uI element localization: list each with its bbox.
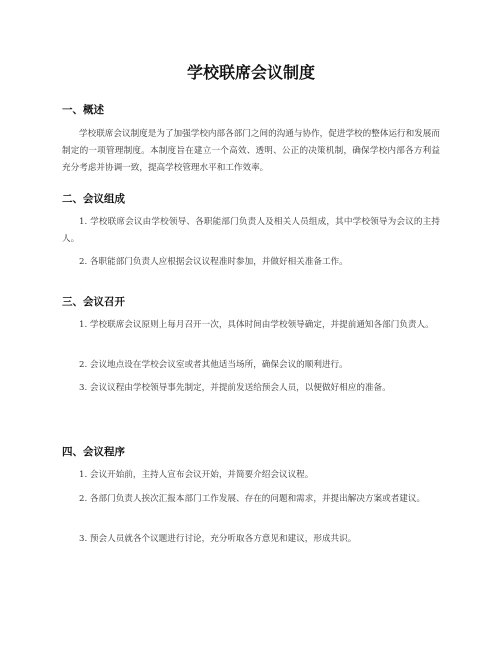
document-title: 学校联席会议制度 (186, 63, 315, 82)
paragraph: 2. 会议地点设在学校会议室或者其他适当场所，确保会议的顺利进行。 (79, 360, 348, 370)
paragraph: 2. 各部门负责人挨次汇报本部门工作发展、存在的问题和需求，并提出解决方案或者建议。 (79, 494, 426, 504)
paragraph: 1. 会议开始前，主持人宣布会议开始，并简要介绍会议议程。 (79, 470, 314, 480)
section-heading-overview: 一、概述 (62, 104, 104, 116)
section-heading-convening: 三、会议召开 (62, 296, 125, 308)
paragraph: 1. 学校联席会议原则上每月召开一次，具体时间由学校领导确定，并提前通知各部门负责人。 (79, 320, 434, 330)
paragraph: 1. 学校联席会议由学校领导、各职能部门负责人及相关人员组成，其中学校领导为会议的主持人。 (62, 217, 440, 244)
paragraph: 学校联席会议制度是为了加强学校内部各部门之间的沟通与协作，促进学校的整体运行和发展而制定的一项管理制度。本制度旨在建立一个高效、透明、公正的决策机制，确保学校内部各方利益充分考虑并协调一致，提高学校管理水平和工作效率。 (62, 129, 440, 173)
section-heading-procedure: 四、会议程序 (62, 446, 125, 458)
section-heading-composition: 二、会议组成 (62, 193, 125, 205)
paragraph: 3. 会议议程由学校领导事先制定，并提前发送给预会人员，以便做好相应的准备。 (79, 383, 391, 393)
paragraph: 2. 各职能部门负责人应根据会议议程准时参加，并做好相关准备工作。 (79, 257, 348, 267)
paragraph: 3. 预会人员就各个议题进行讨论，充分听取各方意见和建议，形成共识。 (79, 534, 357, 544)
